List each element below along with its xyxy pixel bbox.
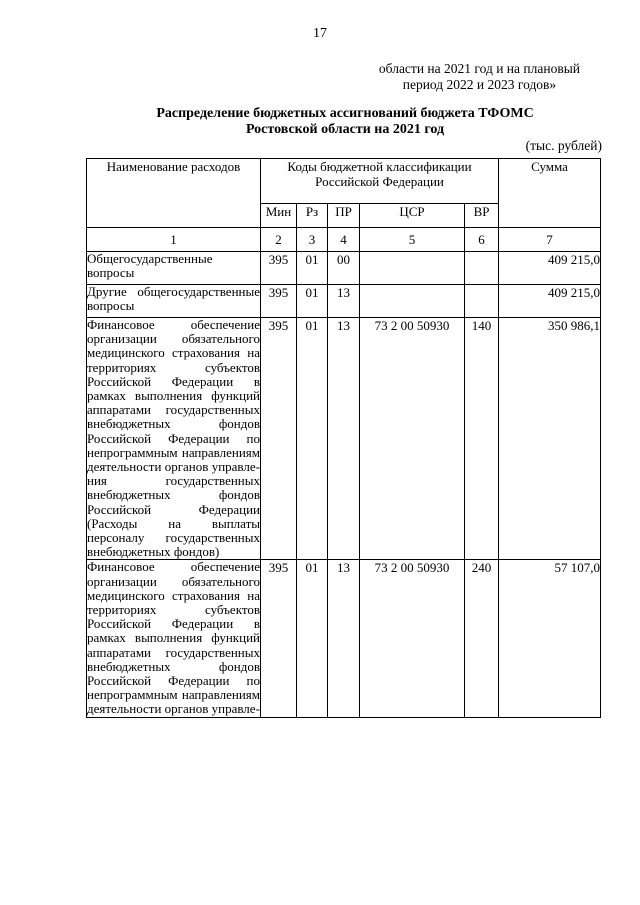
title-line-2: Ростовской области на 2021 год [245, 122, 445, 137]
column-number: 3 [297, 228, 328, 252]
table-row [87, 318, 601, 560]
header-vr: ВР [465, 204, 499, 228]
column-number: 6 [465, 228, 499, 252]
row-name: Общегосударственные вопросы [87, 252, 261, 285]
header-name: Наименование расходов [87, 159, 261, 228]
header-min: Мин [261, 204, 297, 228]
row-csr [360, 252, 465, 285]
column-number: 1 [87, 228, 261, 252]
row-name: Другие общегосударственные вопросы [87, 285, 261, 318]
column-number-row [87, 228, 601, 252]
units-note: (тыс. рублей) [525, 138, 602, 153]
column-number: 2 [261, 228, 297, 252]
row-vr: 240 [465, 560, 499, 717]
row-csr: 73 2 00 50930 [360, 560, 465, 717]
row-pr: 00 [328, 252, 360, 285]
document-title [0, 106, 640, 138]
row-rz: 01 [297, 252, 328, 285]
budget-table [86, 158, 601, 718]
row-csr: 73 2 00 50930 [360, 318, 465, 560]
header-rz: Рз [297, 204, 328, 228]
column-number: 7 [499, 228, 601, 252]
row-pr: 13 [328, 560, 360, 717]
header-note-line-1: области на 2021 год и на плановый [378, 61, 580, 76]
row-sum: 350 986,1 [499, 318, 601, 560]
row-name: Финансовое обеспечение организации обязательного медицинского страхования на территориях субъектов Российской Федерации в рамках выполнения функций аппаратами государственных внебюджетных фондов Российской Федерации по непрограммным направлениям деятельности органов управле- [87, 559, 260, 717]
row-name: Финансовое обеспечение организации обязательного медицинского страхования на территориях субъектов Российской Федерации в рамках выполнения функций аппаратами государственных внебюджетных фондов Российской Федерации по непрограммным направлениям деятельности органов управления государственных внебюджетных фондов Российской Федерации (Расходы на выплаты персоналу государственных внебюджетных фондов) [87, 317, 260, 560]
row-min: 395 [261, 252, 297, 285]
row-vr [465, 252, 499, 285]
row-sum: 409 215,0 [499, 252, 601, 285]
row-sum: 409 215,0 [499, 285, 601, 318]
column-number: 4 [328, 228, 360, 252]
row-rz: 01 [297, 285, 328, 318]
row-pr: 13 [328, 318, 360, 560]
table-row [87, 285, 601, 318]
table-row [87, 560, 601, 717]
header-note [379, 61, 580, 93]
row-min: 395 [261, 560, 297, 717]
header-note-line-2: период 2022 и 2023 годов» [402, 77, 557, 92]
table-row [87, 252, 601, 285]
row-vr: 140 [465, 318, 499, 560]
header-codes-group: Коды бюджетной классификации Российской Федерации [261, 159, 499, 204]
header-csr: ЦСР [360, 204, 465, 228]
title-line-1: Распределение бюджетных ассигнований бюджета ТФОМС [156, 106, 534, 121]
row-vr [465, 285, 499, 318]
row-min: 395 [261, 285, 297, 318]
header-pr: ПР [328, 204, 360, 228]
column-number: 5 [360, 228, 465, 252]
page-number: 17 [313, 26, 327, 41]
row-min: 395 [261, 318, 297, 560]
row-pr: 13 [328, 285, 360, 318]
row-csr [360, 285, 465, 318]
row-sum: 57 107,0 [499, 560, 601, 717]
row-rz: 01 [297, 560, 328, 717]
row-rz: 01 [297, 318, 328, 560]
header-sum: Сумма [499, 159, 601, 228]
